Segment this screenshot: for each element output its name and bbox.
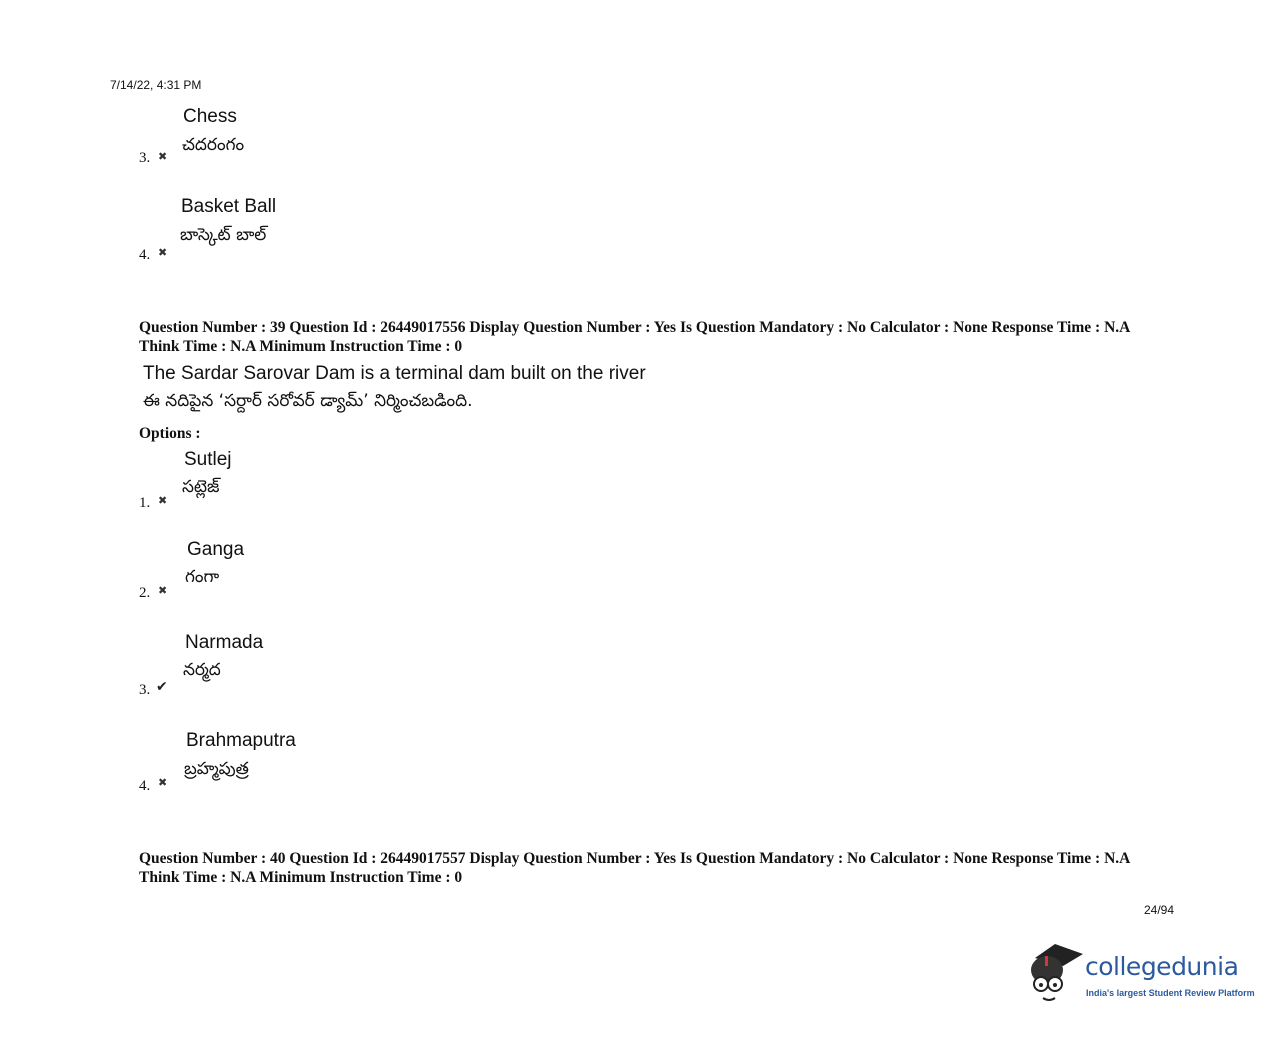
option-english-text: Brahmaputra — [186, 730, 296, 751]
cross-icon: ✖ — [158, 150, 168, 163]
question-40-meta: Question Number : 40 Question Id : 26449017557 Display Question Number : Yes Is Question Mandatory : No Calculator : None Response Time : N.A Think Time : N.A Minimum Instruction Time : 0 — [139, 850, 1130, 886]
mascot-icon — [1025, 940, 1087, 1010]
option-telugu-text: గంగా — [185, 567, 220, 587]
option-number: 1. — [139, 495, 151, 511]
options-label: Options : — [139, 425, 201, 442]
cross-icon: ✖ — [158, 776, 168, 789]
option-telugu-text: సట్లెజ్ — [182, 477, 220, 497]
logo-tagline: India's largest Student Review Platform — [1086, 988, 1255, 998]
option-telugu-text: బ్రహ్మపుత్ర — [184, 759, 249, 779]
question-39-text-english: The Sardar Sarovar Dam is a terminal dam built on the river — [143, 363, 646, 384]
option-number: 2. — [139, 585, 151, 601]
option-english-text: Narmada — [185, 632, 264, 653]
question-39-meta: Question Number : 39 Question Id : 26449017556 Display Question Number : Yes Is Question Mandatory : No Calculator : None Response Time : N.A Think Time : N.A Minimum Instruction Time : 0 — [139, 319, 1130, 355]
option-telugu-text: నర్మద — [183, 660, 221, 680]
option-english-text: Ganga — [187, 539, 245, 560]
collegedunia-logo — [1025, 940, 1255, 1010]
option-english-text: Basket Ball — [181, 196, 277, 217]
option-english-text: Sutlej — [184, 449, 232, 470]
cross-icon: ✖ — [158, 246, 168, 259]
cross-icon: ✖ — [158, 584, 168, 597]
cross-icon: ✖ — [158, 494, 168, 507]
page-number: 24/94 — [1144, 903, 1175, 917]
print-timestamp: 7/14/22, 4:31 PM — [110, 78, 202, 92]
question-39-text-telugu: ఈ నదిపైన ‘సర్దార్ సరోవర్ డ్యామ్’ నిర్మించబడింది. — [143, 391, 473, 411]
checkmark-icon: ✔ — [156, 679, 168, 695]
option-telugu-text: చదరంగం — [182, 135, 245, 155]
option-number: 3. — [139, 150, 151, 166]
logo-wordmark: collegedunia — [1085, 952, 1239, 981]
option-number: 3. — [139, 682, 151, 698]
option-number: 4. — [139, 247, 151, 263]
option-telugu-text: బాస్కెట్ బాల్ — [180, 225, 267, 245]
option-english-text: Chess — [183, 106, 237, 127]
option-number: 4. — [139, 778, 151, 794]
